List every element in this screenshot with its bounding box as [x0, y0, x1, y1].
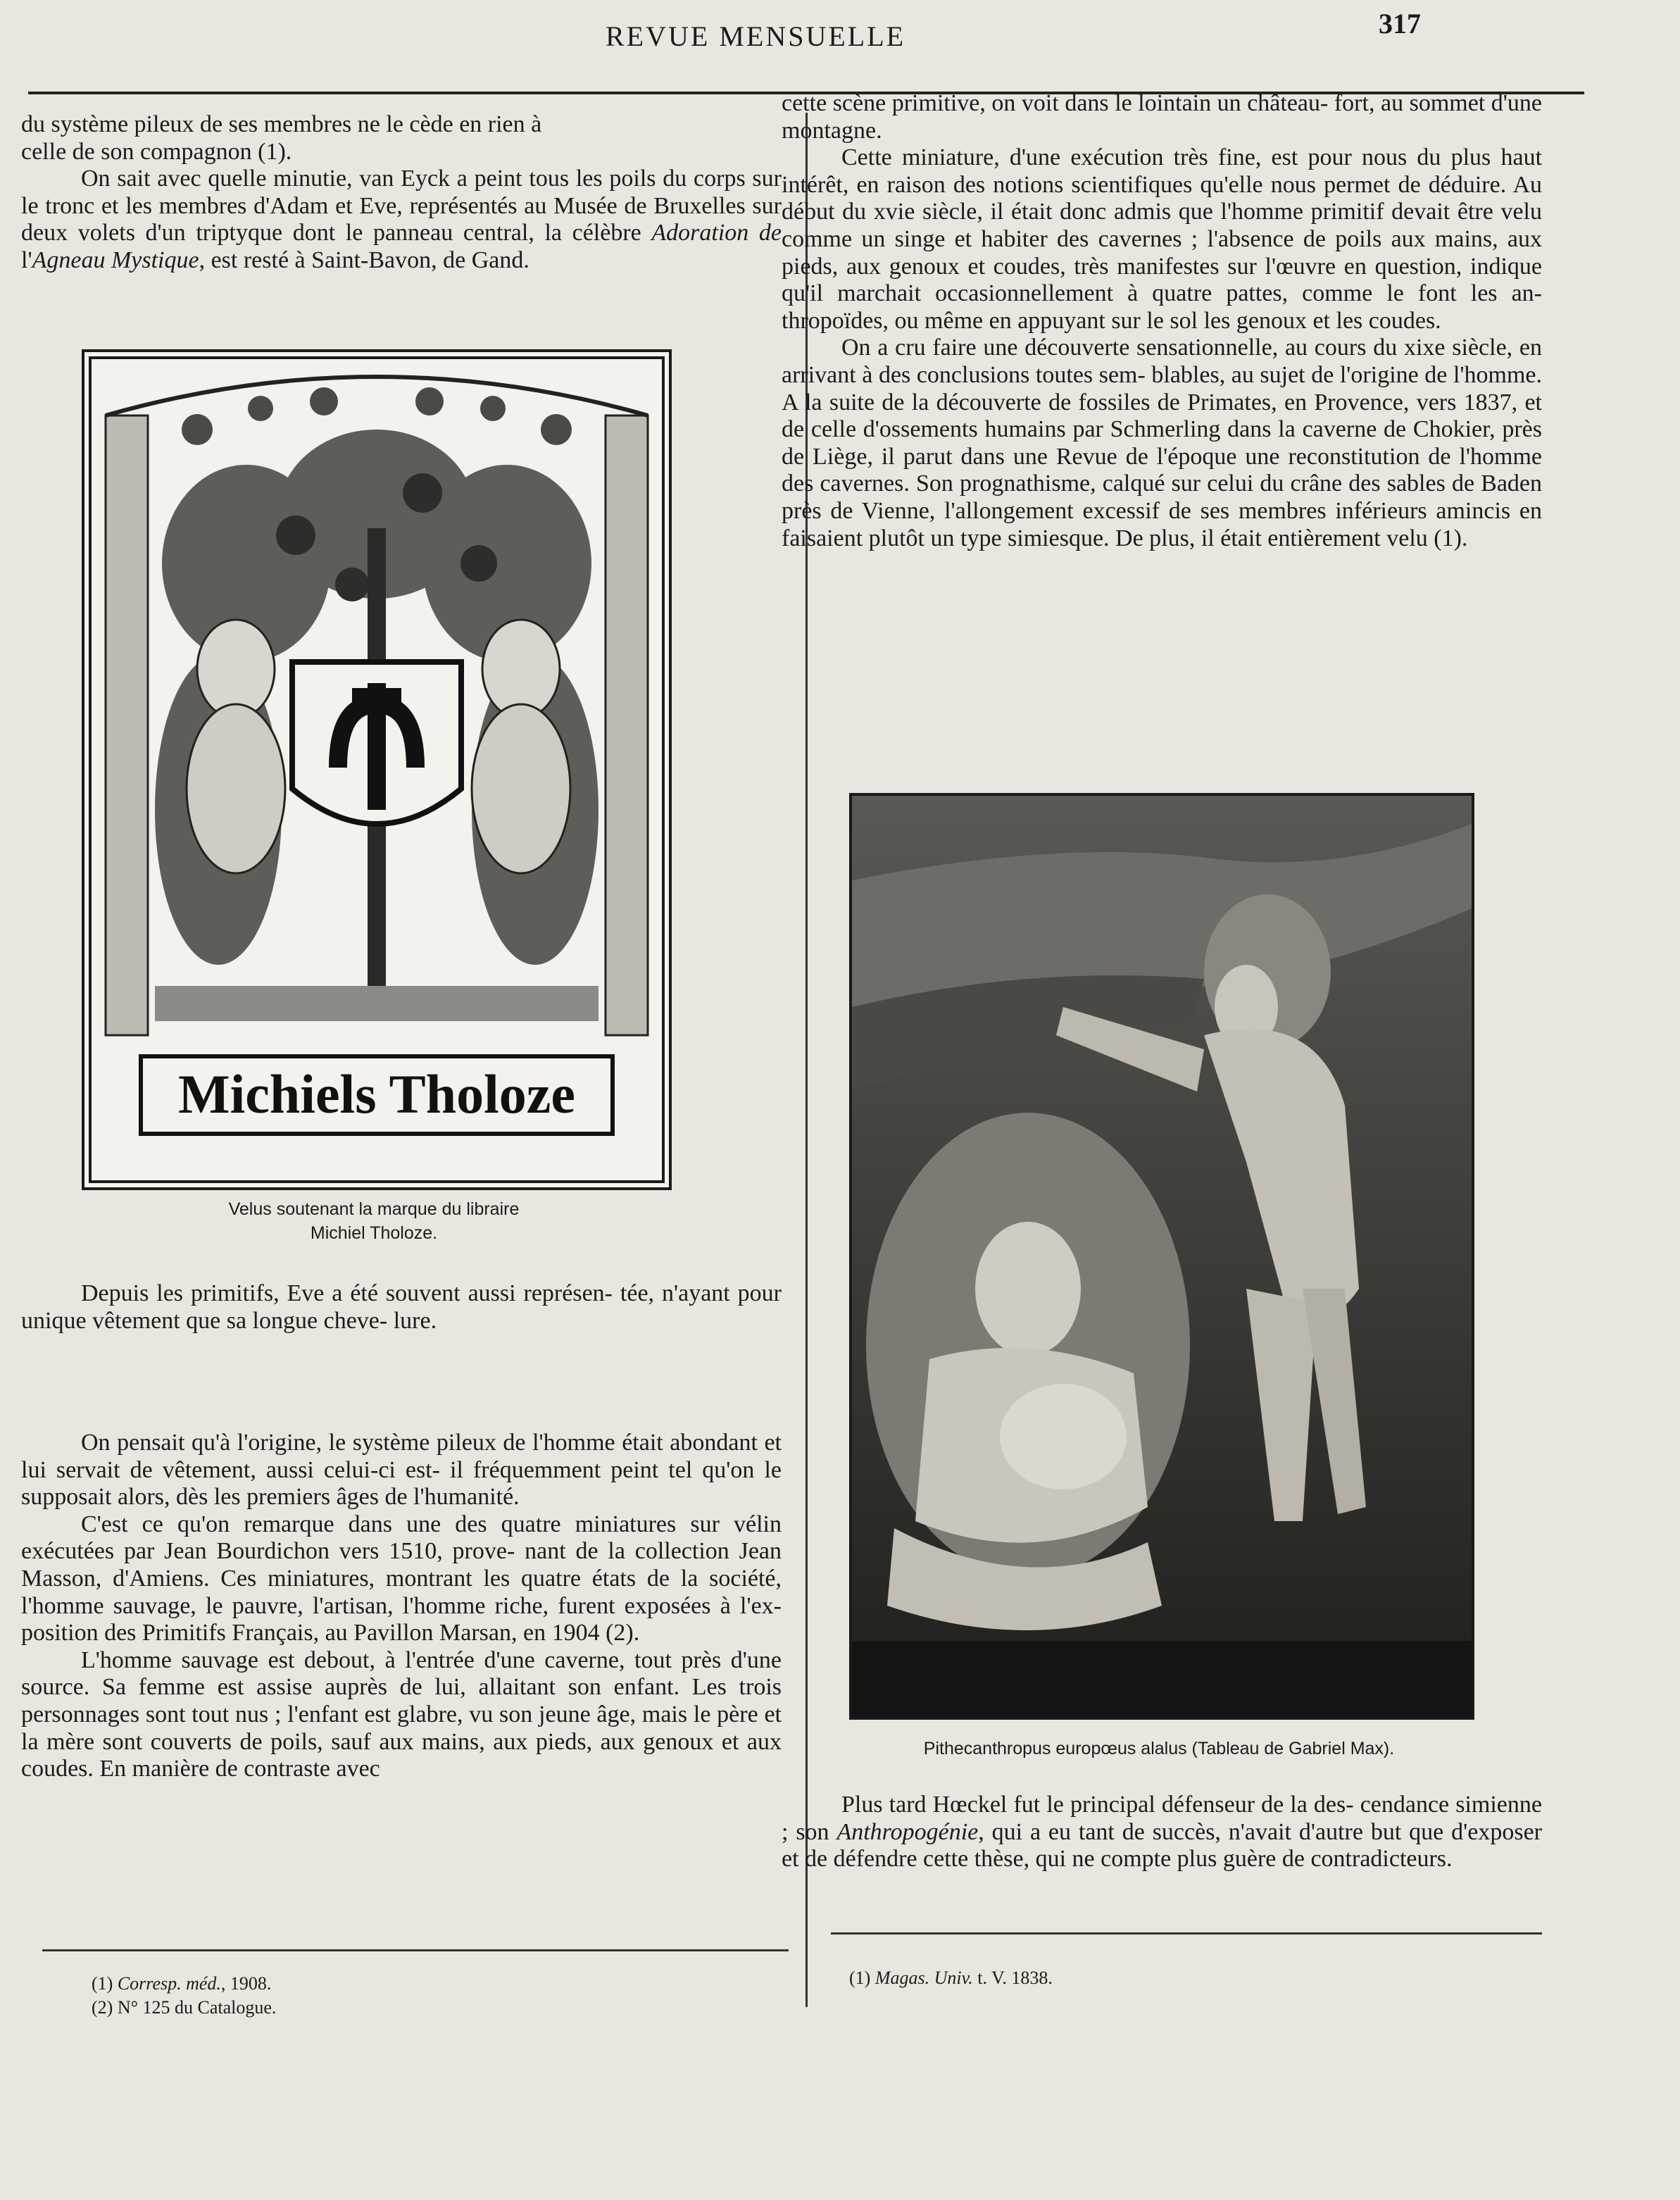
painting-illustration — [852, 796, 1472, 1717]
right-footnote-rule — [831, 1932, 1542, 1935]
right-column-block-2: Plus tard Hœckel fut le principal défenseur de la des- cendance simienne ; son Anthropogénie, qui a eu tant de succès, n'avait d'autre but que d'exposer et de défendre cette thèse, qui ne compte plus guère de contradicteurs. — [782, 1792, 1542, 1873]
left-column-block-2: Depuis les primitifs, Eve a été souvent aussi représen- tée, n'ayant pour unique vêtement que sa longue cheve- lure. — [21, 1280, 782, 1334]
printer-banner-text: Michiels Tholoze — [177, 1063, 576, 1125]
left-column-block-3: On pensait qu'à l'origine, le système pileux de l'homme était abondant et lui servait de vêtement, aussi celui-ci est- il fréquemment peint tel qu'on le supposait alors, dès les premiers âges de l'humanité. C'est ce qu'on remarque dans une des quatre miniatures sur vélin exécutées par Jean Bourdichon vers 1510, prove- nant de la collection Jean Masson, d'Amiens. Ces miniatures, montrant les quatre états de la société, l'homme sauvage, le pauvre, l'artisan, l'homme riche, furent exposées à l'ex- position des Primitifs Français, au Pavillon Marsan, en 1904 (2). L'homme sauvage est debout, à l'entrée d'une caverne, tout près d'une source. Sa femme est assise auprès de lui, allaitant son enfant. Les trois personnages sont tout nus ; l'enfant est glabre, vu son jeune âge, mais le père et la mère sont couverts de poils, sauf aux mains, aux pieds, aux genoux et aux coudes. En manière de contraste avec — [21, 1430, 782, 1782]
right-column-block-1: cette scène primitive, on voit dans le lointain un château- fort, au sommet d'une montagne. Cette miniature, d'une exécution très fine, est pour nous du plus haut intérêt, en raison des notions scientifiques qu'elle nous permet de déduire. Au début du xvie siècle, il était donc admis que l'homme primitif devait être velu comme un singe et habiter des cavernes ; l'absence de poils aux mains, aux pieds, aux genoux et coudes, très manifestes sur l'œuvre en question, indique qu'il marchait occasionnellement à quatre pattes, comme le font les an- thropoïdes, ou même en appuyant sur le sol les genoux et les coudes. On a cru faire une découverte sensationnelle, au cours du xixe siècle, en arrivant à des conclusions toutes sem- blables, au sujet de l'origine de l'homme. A la suite de la découverte de fossiles de Primates, en Provence, vers 1837, et de celle d'ossements humains par Schmerling dans la caverne de Chokier, près de Liège, il parut dans une Revue de l'époque une reconstitution de l'homme des cavernes. Son prognathisme, calqué sur celui du crâne des sables de Baden près de Vienne, l'allongement excessif de ses membres inférieurs amincis en faisaient plutôt un type simiesque. De plus, il était entièrement velu (1). — [782, 90, 1543, 551]
right-footnotes — [849, 1966, 1053, 1990]
book-title: Anthropogénie — [836, 1818, 979, 1845]
woodcut-illustration — [84, 352, 669, 1187]
page-number: 317 — [1379, 8, 1421, 39]
artwork-title: Agneau Mystique — [32, 246, 199, 273]
figure-2-caption: Pithecanthropus europœus alalus (Tableau de Gabriel Max). — [923, 1739, 1395, 1758]
left-footnotes — [92, 1972, 276, 2020]
figure-gabriel-max-painting — [849, 793, 1474, 1720]
footnote-1: (1) Corresp. méd., 1908. — [92, 1973, 272, 1994]
running-title: REVUE MENSUELLE — [606, 20, 906, 52]
footnote-1: (1) Magas. Univ. t. V. 1838. — [849, 1968, 1053, 1988]
left-footnote-rule — [42, 1949, 789, 1951]
left-column-block-1: du système pileux de ses membres ne le cède en rien à celle de son compagnon (1). On sait avec quelle minutie, van Eyck a peint tous les poils du corps sur le tronc et les membres d'Adam et Eve, représentés au Musée de Bruxelles sur deux volets d'un triptyque dont le panneau central, la célèbre Adoration de l'Agneau Mystique, est resté à Saint-Bavon, de Gand. — [21, 111, 782, 273]
artwork-title: Adoration de — [651, 220, 782, 246]
figure-1-caption: Velus soutenant la marque du libraire Michiel Tholoze. — [228, 1199, 520, 1243]
footnote-2: (2) N° 125 du Catalogue. — [92, 1997, 277, 2018]
figure-printer-mark — [82, 349, 672, 1190]
